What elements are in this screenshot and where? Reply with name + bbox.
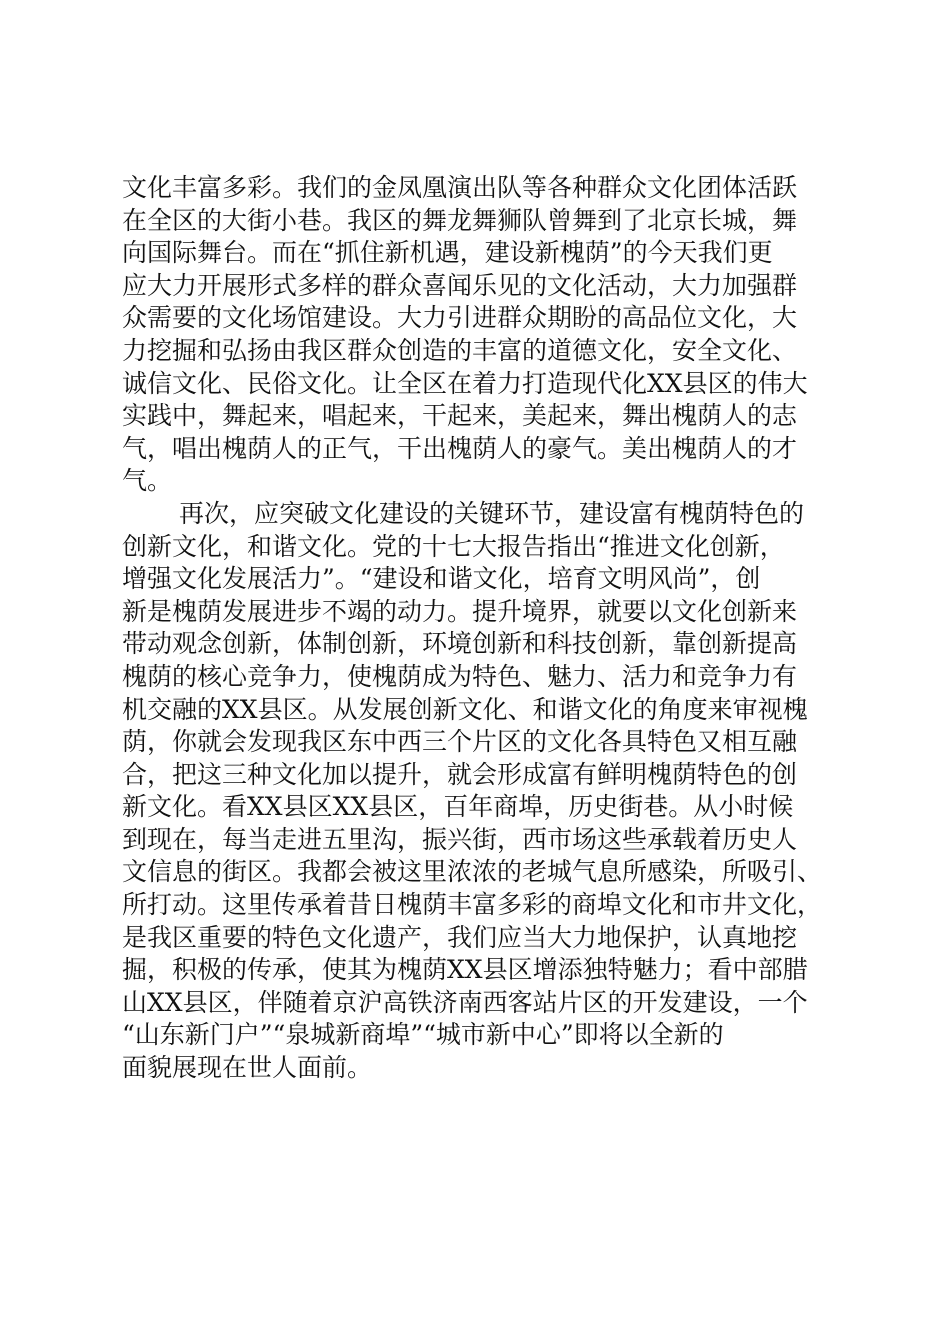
paragraph: [122, 498, 834, 1085]
text-line: “山东新门户”“泉城新商埠”“城市新中心”即将以全新的: [122, 1020, 724, 1050]
text-line: 文化丰富多彩。我们的金凤凰演出队等各种群众文化团体活跃: [122, 173, 798, 202]
text-line: 新文化。看XX县区XX县区，百年商埠，历史街巷。从小时候: [122, 792, 794, 822]
text-line: 力挖掘和弘扬由我区群众创造的丰富的道德文化，安全文化、: [122, 335, 798, 365]
text-line: 机交融的XX县区。从发展创新文化、和谐文化的角度来审视槐: [122, 694, 808, 724]
text-line: 新是槐荫发展进步不竭的动力。提升境界，就要以文化创新来: [122, 596, 798, 626]
text-line: 众需要的文化场馆建设。大力引进群众期盼的高品位文化，大: [122, 303, 798, 333]
text-line: 应大力开展形式多样的群众喜闻乐见的文化活动，大力加强群: [122, 270, 798, 300]
text-line: 到现在，每当走进五里沟，振兴街，西市场这些承载着历史人: [122, 824, 798, 854]
text-line: 是我区重要的特色文化遗产，我们应当大力地保护，认真地挖: [122, 922, 798, 952]
text-line: 文信息的街区。我都会被这里浓浓的老城气息所感染，所吸引、: [122, 857, 823, 887]
text-line: 增强文化发展活力”。“建设和谐文化，培育文明风尚”，创: [122, 564, 761, 594]
text-line: 气。: [122, 466, 173, 496]
text-line: 再次，应突破文化建设的关键环节，建设富有槐荫特色的: [179, 498, 805, 528]
text-line: 掘，积极的传承，使其为槐荫XX县区增添独特魅力；看中部腊: [122, 955, 808, 985]
paragraph: [122, 172, 834, 498]
text-line: 在全区的大街小巷。我区的舞龙舞狮队曾舞到了北京长城，舞: [122, 205, 798, 235]
text-line: 创新文化，和谐文化。党的十七大报告指出“推进文化创新，: [122, 531, 785, 561]
text-line: 诚信文化、民俗文化。让全区在着力打造现代化XX县区的伟大: [122, 368, 808, 398]
text-line: 气，唱出槐荫人的正气，干出槐荫人的豪气。美出槐荫人的才: [122, 433, 798, 463]
text-line: 面貌展现在世人面前。: [122, 1053, 373, 1083]
text-line: 荫，你就会发现我区东中西三个片区的文化各具特色又相互融: [122, 727, 798, 757]
text-line: 向国际舞台。而在“抓住新机遇，建设新槐荫”的今天我们更: [122, 238, 773, 268]
text-line: 合，把这三种文化加以提升，就会形成富有鲜明槐荫特色的创: [122, 759, 798, 789]
text-line: 所打动。这里传承着昔日槐荫丰富多彩的商埠文化和市井文化，: [122, 890, 823, 920]
document-body: [122, 172, 834, 1085]
text-line: 实践中，舞起来，唱起来，干起来，美起来，舞出槐荫人的志: [122, 401, 798, 431]
text-line: 槐荫的核心竞争力，使槐荫成为特色、魅力、活力和竞争力有: [122, 661, 798, 691]
text-line: 带动观念创新，体制创新，环境创新和科技创新，靠创新提高: [122, 629, 798, 659]
text-line: 山XX县区，伴随着京沪高铁济南西客站片区的开发建设，一个: [122, 987, 808, 1017]
